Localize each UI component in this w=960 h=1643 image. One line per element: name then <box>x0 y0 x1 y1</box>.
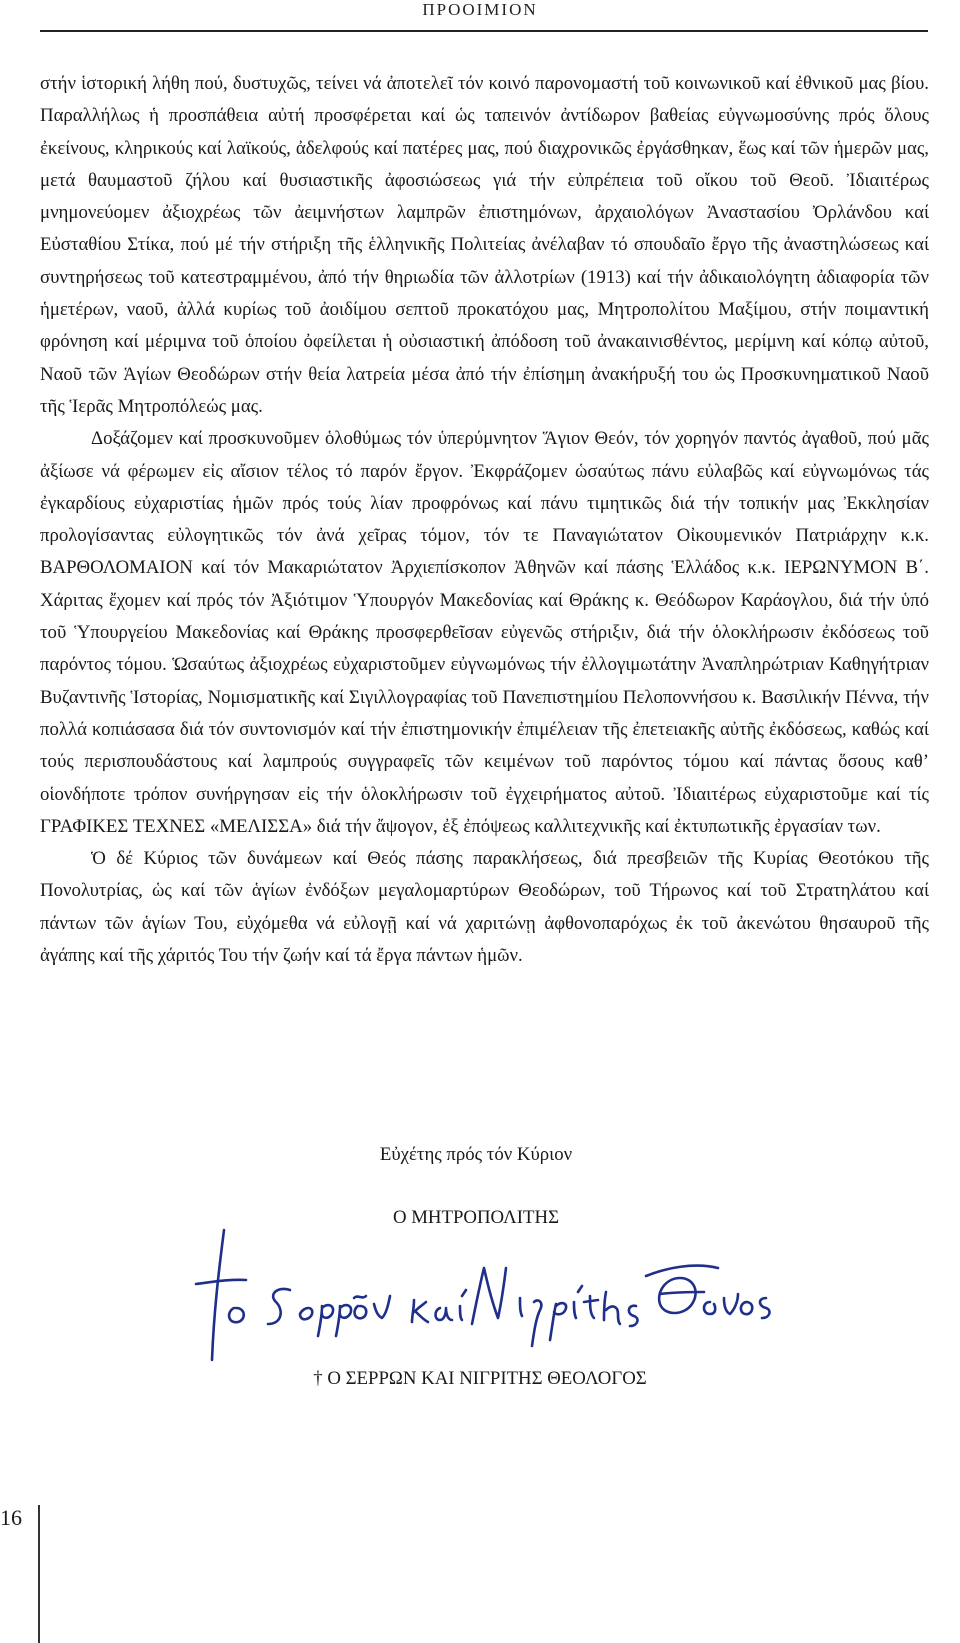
signer-name: † Ο ΣΕΡΡΩΝ ΚΑΙ ΝΙΓΡΙΤΗΣ ΘΕΟΛΟΓΟΣ <box>313 1368 647 1389</box>
page-number: 16 <box>0 1505 22 1530</box>
paragraph-2: Δοξάζομεν καί προσκυνοῦμεν ὁλοθύμως τόν ὑπερύμνητον Ἅγιον Θεόν, τόν χορηγόν παντός ἀγαθοῦ, πού μᾶς ἀξίωσε νά φέρωμεν εἰς αἴσιον τέλος τό παρόν ἔργον. Ἐκφράζομεν ὡσαύτως πάνυ εὐλαβῶς καί εὐγνωμόνως τάς ἐγκαρδίους εὐχαριστίας ἡμῶν πρός τούς λίαν προφρόνως καί πάνυ τιμητικῶς διά τήν τοπικήν μας Ἐκκλησίαν προλογίσαντας εὐλογητικῶς τόν ἀνά χεῖρας τόμον, τόν τε Παναγιώτατον Οἰκουμενικόν Πατριάρχην κ.κ. ΒΑΡΘΟΛΟΜΑΙΟΝ καί τόν Μακαριώτατον Ἀρχιεπίσκοπον Ἀθηνῶν καί πάσης Ἑλλάδος κ.κ. ΙΕΡΩΝΥΜΟΝ Β΄. Χάριτας ἔχομεν καί πρός τόν Ἀξιότιμον Ὑπουργόν Μακεδονίας καί Θράκης κ. Θεόδωρον Καράογλου, διά τήν ὑπό τοῦ Ὑπουργείου Μακεδονίας καί Θράκης προσφερθεῖσαν εὐγενῶς στήριξιν, διά τήν ὁλοκλήρωσιν ἐκδόσεως τοῦ παρόντος τόμου. Ὡσαύτως ἀξιοχρέως εὐχαριστοῦμεν εὐγνωμόνως τήν ἐλλογιμωτάτην Ἀναπληρώτριαν Καθηγήτριαν Βυζαντινῆς Ἱστορίας, Νομισματικῆς καί Σιγιλλογραφίας τοῦ Πανεπιστημίου Πελοποννήσου κ. Βασιλικήν Πέννα, τήν πολλά κοπιάσασα διά τόν συντονισμόν καί τήν ἐπιστημονικήν ἐπιμέλειαν τῆς ἐπετειακῆς αὐτῆς ἐκδόσεως, καθώς καί τούς περισπουδάστους καί λαμπρούς συγγραφεῖς τῶν κειμένων τοῦ παρόντος τόμου καί πάντας ὅσους καθ’ οἱονδήποτε τρόπον συνήργησαν εἰς τήν ὁλοκλήρωσιν τοῦ ἐγχειρήματος αὐτοῦ. Ἰδιαιτέρως εὐχαριστοῦμε καί τίς ΓΡΑΦΙΚΕΣ ΤΕΧΝΕΣ «ΜΕΛΙΣΣΑ» διά τήν ἄψογον, ἐξ ἐπόψεως καλλιτεχνικῆς καί ἐκτυπωτικῆς ἐργασίαν των. <box>40 428 929 837</box>
paragraph-3: Ὁ δέ Κύριος τῶν δυνάμεων καί Θεός πάσης παρακλήσεως, διά πρεσβειῶν τῆς Κυρίας Θεοτόκου τῆς Πονολυτρίας, ὡς καί τῶν ἁγίων ἐνδόξων μεγαλομαρτύρων Θεοδώρων, τοῦ Τήρωνος καί τοῦ Στρατηλάτου καί πάντων τῶν ἁγίων Του, εὐχόμεθα νά εὐλογῇ καί νά χαριτώνῃ ἀφθονοπαρόχως ἐκ τοῦ ἀκενώτου θησαυροῦ τῆς ἀγάπης καί τῆς χάριτός Του τήν ζωήν καί τά ἔργα πάντων ἡμῶν. <box>40 848 929 967</box>
body-text <box>40 68 929 972</box>
paragraph-1: στήν ἱστορική λήθη πού, δυστυχῶς, τείνει νά ἀποτελεῖ τόν κοινό παρονομαστή τοῦ κοινωνικοῦ καί ἐθνικοῦ μας βίου. Παραλλήλως ἡ προσπάθεια αὐτή προσφέρεται καί ὡς ταπεινόν ἀντίδωρον βαθείας εὐγνωμοσύνης πρός ὅλους ἐκείνους, κληρικούς καί λαϊκούς, ἀδελφούς καί πατέρες μας, πού διαχρονικῶς ἐργάσθηκαν, ἕως καί τῶν ἡμερῶν μας, μετά θαυμαστοῦ ζήλου καί θυσιαστικῆς ἀφοσιώσεως γιά τήν εὐπρέπεια τοῦ οἴκου τοῦ Θεοῦ. Ἰδιαιτέρως μνημονεύομεν ἀξιοχρέως τῶν ἀειμνήστων λαμπρῶν ἐπιστημόνων, ἀρχαιολόγων Ἀναστασίου Ὀρλάνδου καί Εὐσταθίου Στίκα, πού μέ τήν στήριξη τῆς ἑλληνικῆς Πολιτείας ἀνέλαβαν τό σπουδαῖο ἔργο τῆς ἀναστηλώσεως καί συντηρήσεως τοῦ κατεστραμμένου, ἀπό τήν θηριωδία τῶν ἀλλοτρίων (1913) καί τήν ἀδικαιολόγητη ἀδιαφορία τῶν ἡμετέρων, ναοῦ, ἀλλά κυρίως τοῦ ἀοιδίμου σεπτοῦ προκατόχου μας, Μητροπολίτου Μαξίμου, στήν ποιμαντική φρόνηση καί μέριμνα τοῦ ὁποίου ὀφείλεται ἡ οὐσιαστική ἀπόδοση τοῦ ἀνακαινισθέντος, μερίμνη καί κόπῳ αὐτοῦ, Ναοῦ τῶν Ἁγίων Θεοδώρων στήν θεία λατρεία μέσα ἀπό τήν ἐπίσημη ἀνακήρυξή του ὡς Προσκυνηματικοῦ Ναοῦ τῆς Ἱερᾶς Μητροπόλεώς μας. <box>40 73 929 417</box>
header-rule <box>40 30 928 32</box>
page-rule <box>38 1505 40 1643</box>
handwritten-signature <box>190 1222 780 1364</box>
running-header: ΠΡΟΟΙΜΙΟΝ <box>422 0 538 19</box>
metropolitan-title: Ο ΜΗΤΡΟΠΟΛΙΤΗΣ <box>392 1207 560 1228</box>
closing-salutation: Εὐχέτης πρός τόν Κύριον <box>379 1144 573 1165</box>
signature-drawing <box>190 1222 780 1364</box>
